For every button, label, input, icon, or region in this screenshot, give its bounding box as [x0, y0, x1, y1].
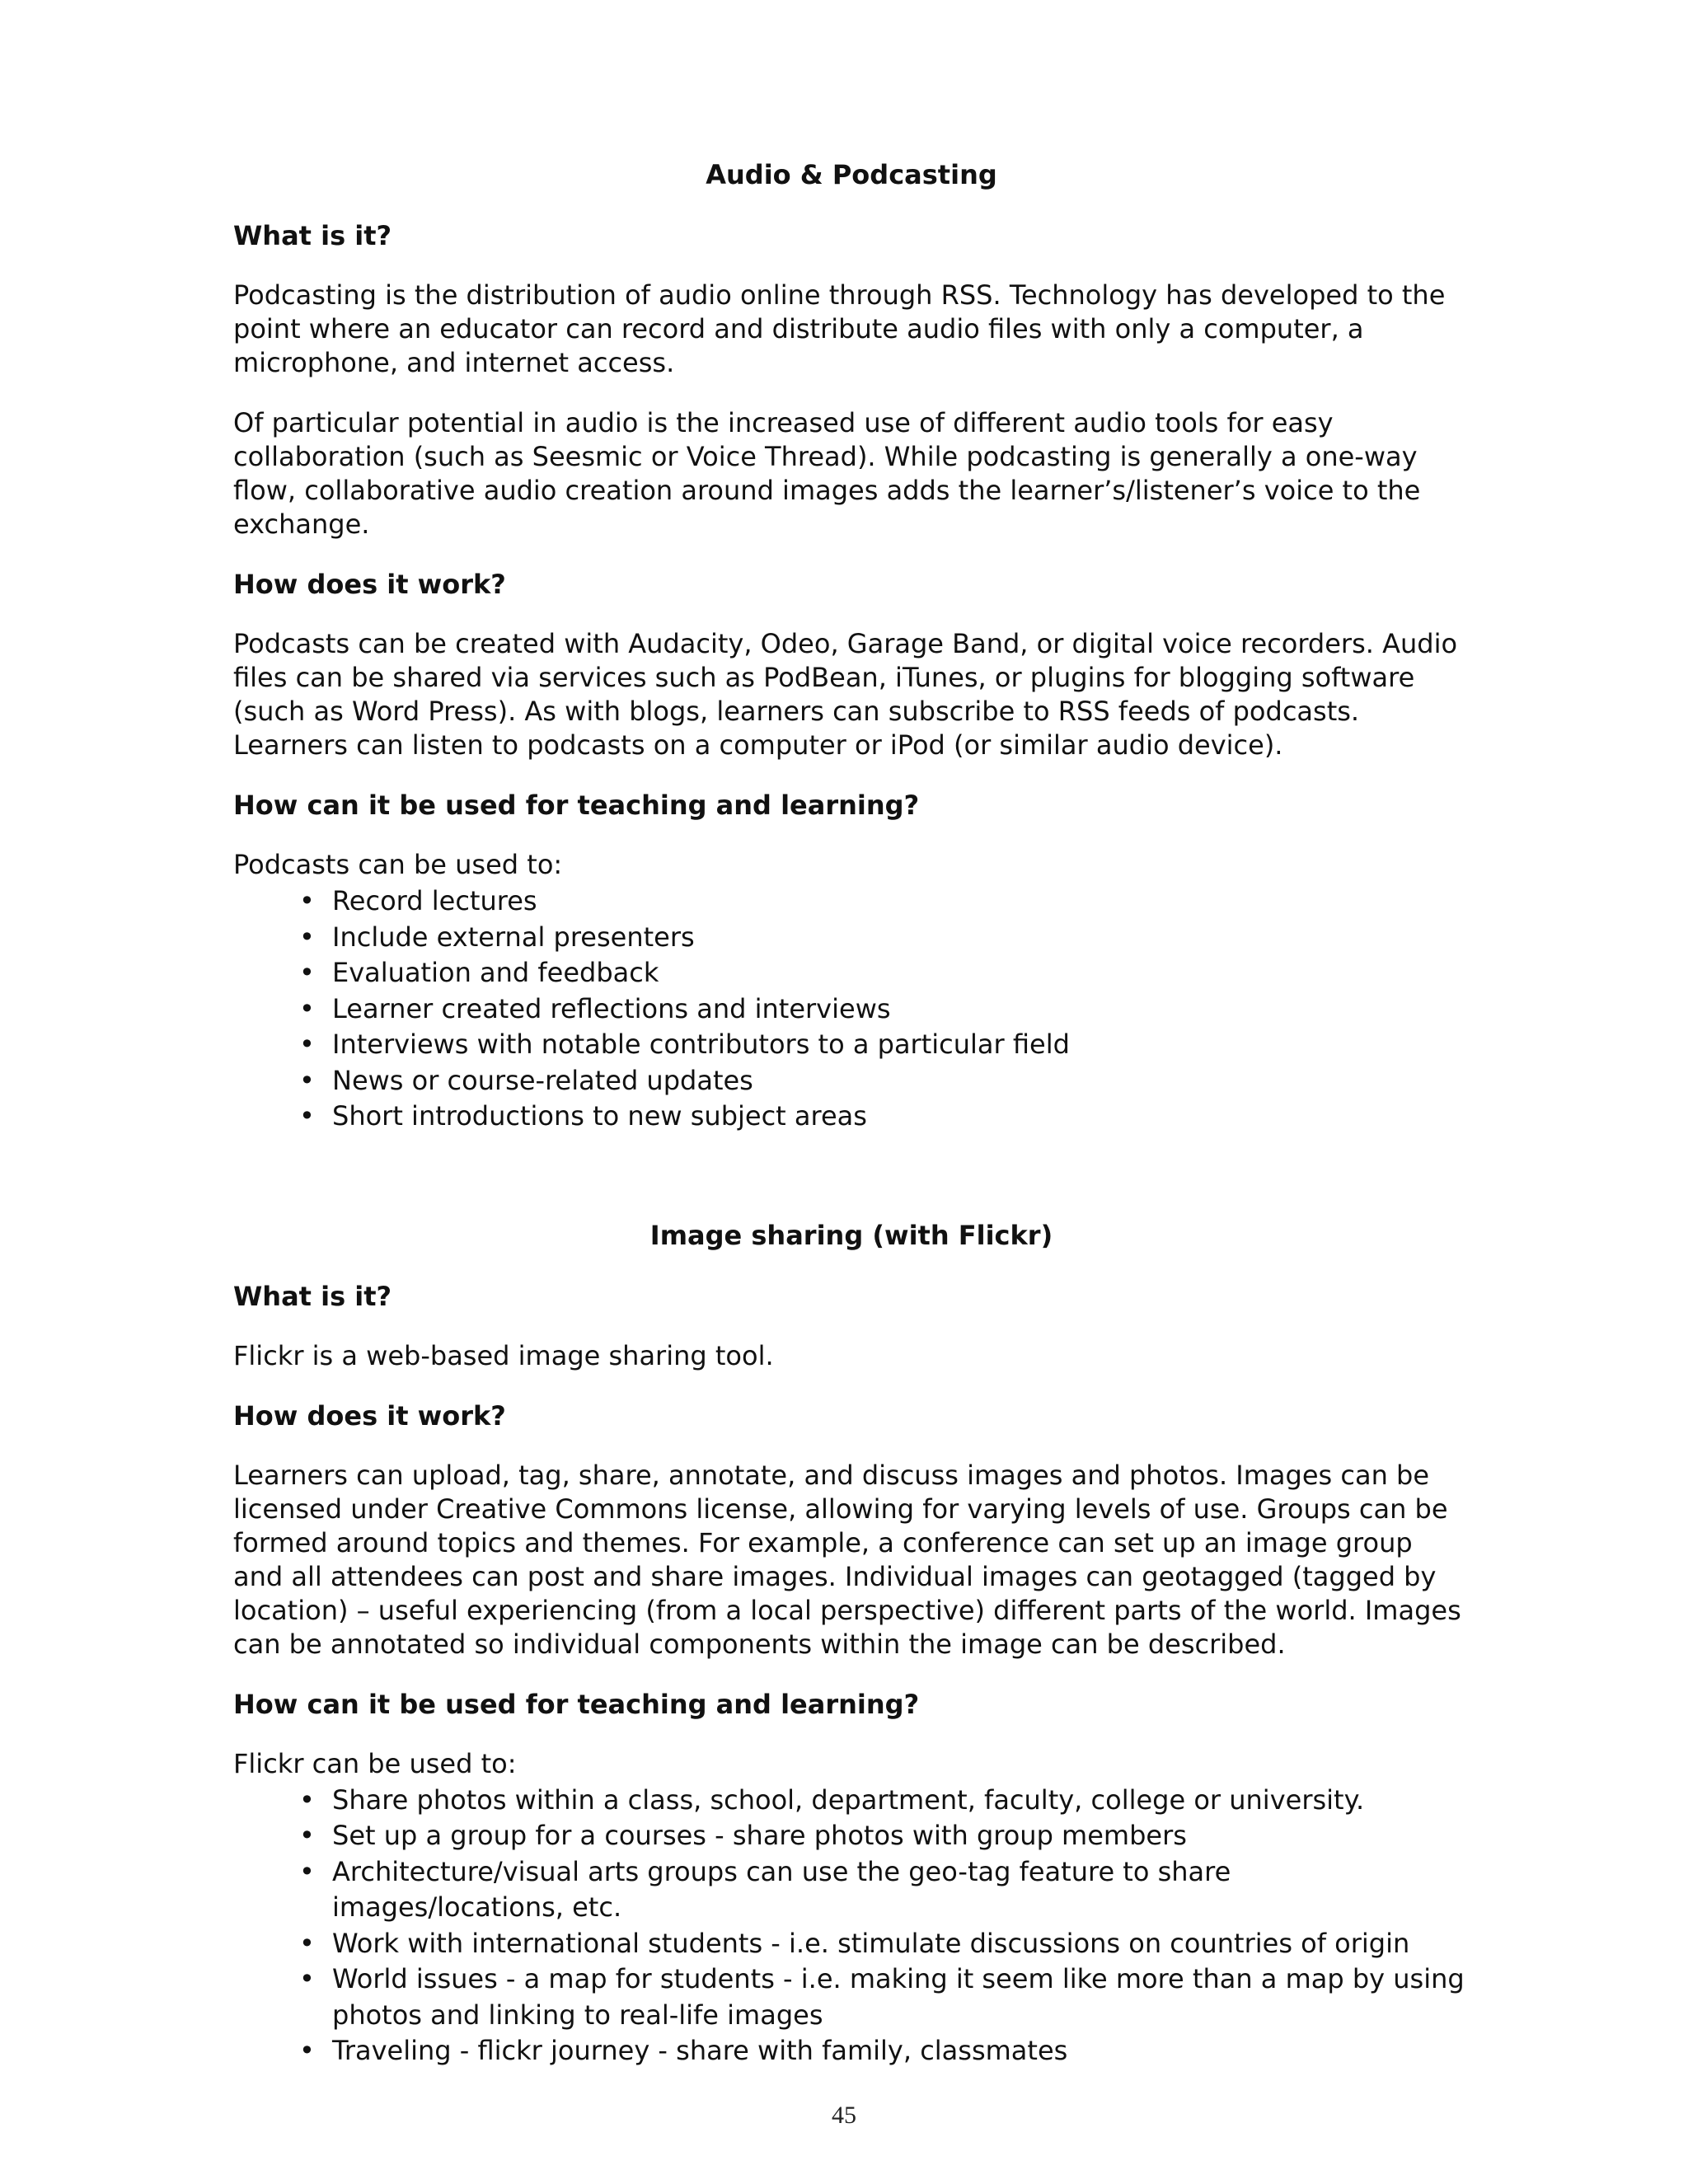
paragraph: Learners can upload, tag, share, annotate, and discuss images and photos. Images can be licensed under Creative Commons license, allowing for varying levels of use. Groups can be formed around topics and themes. For example, a conference can set up an image group and all attendees can post and share images. Individual images can geotagged (tagged by location) – useful experiencing (from a local perspective) different parts of the world. Images can be annotated so individual components within the image can be described.	[233, 1459, 1461, 1660]
what-is-it-heading: What is it?	[233, 1280, 392, 1312]
list-item: • Evaluation and feedback	[299, 955, 1470, 991]
section-title-audio-podcasting: Audio & Podcasting	[706, 159, 997, 190]
list-item: • Work with international students - i.e. stimulate discussions on countries of origin	[299, 1926, 1470, 1962]
bullet-list	[233, 883, 1470, 1135]
document-page	[233, 157, 1470, 2069]
how-does-it-work-heading: How does it work?	[233, 569, 506, 600]
section-title-image-sharing: Image sharing (with Flickr)	[649, 1219, 1053, 1251]
list-item: • Learner created reflections and interviews	[299, 991, 1470, 1028]
how-does-it-work-heading: How does it work?	[233, 1399, 506, 1432]
bullet-list	[233, 1783, 1470, 2069]
teaching-learning-heading: How can it be used for teaching and learning?	[233, 1688, 920, 1720]
list-item: • Include external presenters	[299, 920, 1470, 956]
section-spacer	[233, 1135, 1470, 1217]
paragraph: Flickr is a web-based image sharing tool.	[233, 1339, 774, 1371]
list-item: • Interviews with notable contributors to a particular field	[299, 1027, 1470, 1063]
list-item: • World issues - a map for students - i.e. making it seem like more than a map by using photos and linking to real-life images	[299, 1961, 1470, 2033]
list-item: • Record lectures	[299, 883, 1470, 920]
page-number: 45	[832, 2102, 856, 2129]
list-lead: Podcasts can be used to:	[233, 849, 563, 880]
list-item: • Short introductions to new subject areas	[299, 1099, 1470, 1135]
paragraph: Podcasting is the distribution of audio online through RSS. Technology has developed to the point where an educator can record and distribute audio files with only a computer, a microphone, and internet access.	[233, 279, 1446, 378]
what-is-it-heading: What is it?	[233, 220, 392, 251]
teaching-learning-heading: How can it be used for teaching and learning?	[233, 790, 920, 821]
list-lead: Flickr can be used to:	[233, 1747, 517, 1779]
list-item: • Set up a group for a courses - share photos with group members	[299, 1818, 1470, 1854]
list-item: • Traveling - flickr journey - share with family, classmates	[299, 2033, 1470, 2069]
paragraph: Of particular potential in audio is the increased use of different audio tools for easy collaboration (such as Seesmic or Voice Thread). While podcasting is generally a one-way flow, collaborative audio creation around images adds the learner’s/listener’s voice to the exchange.	[233, 407, 1421, 540]
list-item: • Share photos within a class, school, department, faculty, college or university.	[299, 1783, 1470, 1819]
list-item: • News or course-related updates	[299, 1063, 1470, 1099]
paragraph: Podcasts can be created with Audacity, Odeo, Garage Band, or digital voice recorders. Audio files can be shared via services such as PodBean, iTunes, or plugins for blogging software (such as Word Press). As with blogs, learners can subscribe to RSS feeds of podcasts. Learners can listen to podcasts on a computer or iPod (or similar audio device).	[233, 628, 1458, 761]
list-item: • Architecture/visual arts groups can use the geo-tag feature to share images/locations, etc.	[299, 1854, 1470, 1926]
